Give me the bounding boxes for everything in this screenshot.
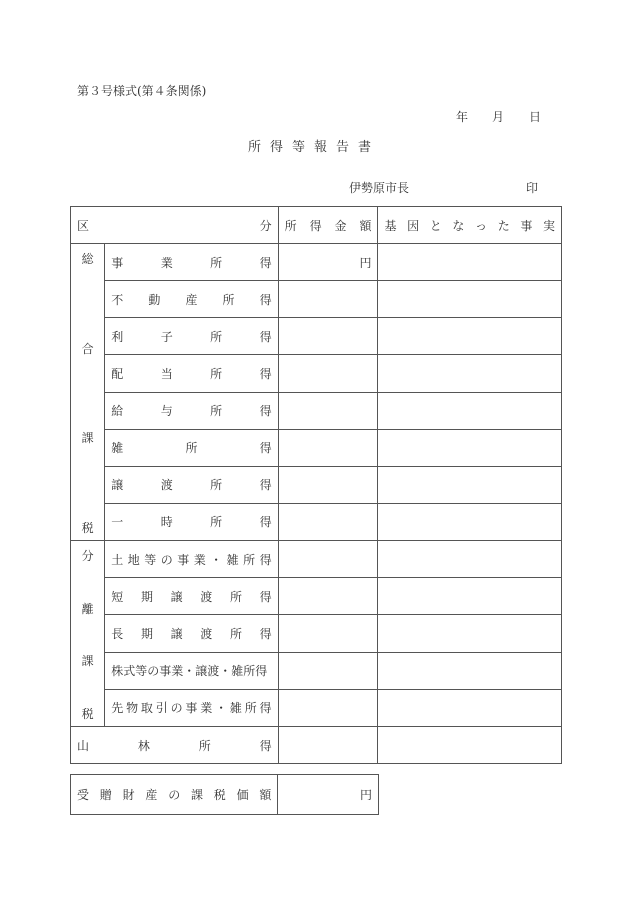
label-char: 渡 [200, 589, 213, 604]
reason-field[interactable] [378, 466, 562, 503]
label-char: 産 [185, 292, 198, 307]
income-amount-field[interactable] [278, 689, 378, 726]
gift-tax-label [71, 775, 278, 815]
income-type-label [105, 244, 278, 281]
label-char: 当 [160, 366, 173, 381]
header-char: 所 [284, 218, 297, 233]
label-char: 得 [259, 329, 272, 344]
group-label-char: 税 [81, 706, 94, 721]
label-char: 業 [200, 701, 213, 716]
table-row [71, 578, 562, 615]
reason-field[interactable] [378, 727, 562, 764]
title-char: 告 [336, 140, 350, 155]
income-type-label [105, 652, 278, 689]
label-char: 取 [140, 701, 153, 716]
label-char: 雑 [229, 701, 242, 716]
label-char: 土 [111, 552, 124, 567]
table-row [71, 689, 562, 726]
income-type-label [105, 318, 278, 355]
addressee: 伊勢原市長 [349, 181, 410, 195]
table-row [71, 281, 562, 318]
label-char: 一 [111, 515, 124, 530]
reason-field[interactable] [378, 652, 562, 689]
income-type-label [105, 429, 278, 466]
label-char: 財 [122, 788, 135, 802]
income-type-label [105, 392, 278, 429]
label-char: 得 [259, 552, 272, 567]
label-char: 贈 [99, 788, 112, 802]
label-char: 事 [185, 701, 198, 716]
income-report-table [70, 206, 562, 764]
group-label-char: 課 [81, 654, 94, 669]
table-row [71, 727, 562, 764]
income-amount-field[interactable] [278, 281, 378, 318]
label-char: 所 [210, 329, 223, 344]
label-char: 得 [259, 515, 272, 530]
label-char: 株式等の事業・譲渡・雑所得 [111, 664, 268, 679]
table-row [71, 429, 562, 466]
income-amount-field[interactable] [278, 466, 378, 503]
label-char: 業 [160, 255, 173, 270]
label-char: 業 [193, 552, 206, 567]
group-label-char: 離 [81, 601, 94, 616]
label-char: 得 [259, 292, 272, 307]
label-char: 税 [213, 788, 226, 802]
label-char: 得 [259, 626, 272, 641]
income-type-label [105, 503, 278, 540]
reason-field[interactable] [378, 281, 562, 318]
label-char: 得 [259, 255, 272, 270]
header-amount [278, 207, 378, 244]
table-row [71, 392, 562, 429]
label-char: 地 [127, 552, 140, 567]
header-char: っ [475, 218, 488, 233]
label-char: 等 [144, 552, 157, 567]
income-amount-field[interactable] [278, 578, 378, 615]
gift-tax-row [71, 775, 379, 815]
income-amount-field[interactable] [278, 503, 378, 540]
header-char: 得 [309, 218, 322, 233]
group-label-separate-tax [71, 541, 105, 727]
label-char: 額 [259, 788, 272, 802]
label-char: 時 [160, 515, 173, 530]
label-char: 所 [210, 366, 223, 381]
label-char: 林 [137, 738, 150, 753]
label-char: 得 [259, 478, 272, 493]
table-row [71, 652, 562, 689]
form-number: 第３号様式(第４条関係) [77, 84, 207, 98]
title-char: 書 [358, 140, 372, 155]
header-reason [378, 207, 562, 244]
date-day-label: 日 [529, 110, 542, 124]
income-amount-field[interactable] [278, 615, 378, 652]
label-char: 得 [259, 589, 272, 604]
label-char: 山 [77, 738, 90, 753]
header-char: な [452, 218, 465, 233]
label-char: 得 [259, 366, 272, 381]
label-char: 不 [111, 292, 124, 307]
label-char: 得 [259, 441, 272, 456]
label-char: 事 [111, 255, 124, 270]
header-char: 区 [77, 218, 90, 233]
income-type-label [105, 615, 278, 652]
label-char: 得 [259, 738, 272, 753]
label-char: 子 [160, 329, 173, 344]
label-char: 譲 [111, 478, 124, 493]
income-amount-field[interactable] [278, 318, 378, 355]
income-amount-field[interactable] [278, 652, 378, 689]
reason-field[interactable] [378, 541, 562, 578]
title-char: 所 [248, 140, 262, 155]
header-char: 因 [407, 218, 420, 233]
label-char: 価 [236, 788, 249, 802]
label-char: 期 [140, 626, 153, 641]
table-row [71, 318, 562, 355]
income-amount-field[interactable] [278, 355, 378, 392]
reason-field[interactable] [378, 244, 562, 281]
label-char: 所 [229, 589, 242, 604]
reason-field[interactable] [378, 689, 562, 726]
income-type-label [105, 578, 278, 615]
label-char: 配 [111, 366, 124, 381]
label-char: 所 [244, 701, 257, 716]
title-char: 得 [270, 140, 284, 155]
header-char: 基 [384, 218, 397, 233]
header-char: 事 [520, 218, 533, 233]
income-type-label [105, 281, 278, 318]
label-char: 先 [111, 701, 124, 716]
label-char: 所 [222, 292, 235, 307]
group-label-char: 税 [81, 520, 94, 535]
seal-mark: 印 [526, 181, 539, 195]
income-amount-field[interactable] [278, 541, 378, 578]
group-label-char: 課 [81, 431, 94, 446]
reason-field[interactable] [378, 429, 562, 466]
reason-field[interactable] [378, 503, 562, 540]
table-row [71, 466, 562, 503]
reason-field[interactable] [378, 355, 562, 392]
income-amount-field[interactable]: 円 [278, 244, 378, 281]
document-title [248, 136, 380, 155]
gift-tax-amount-field[interactable]: 円 [278, 775, 379, 815]
label-char: 譲 [170, 589, 183, 604]
label-char: 与 [160, 404, 173, 419]
group-label-char: 総 [81, 252, 94, 266]
reason-field[interactable] [378, 318, 562, 355]
header-char: と [429, 218, 442, 233]
gift-tax-table [70, 774, 379, 815]
label-char: 給 [111, 404, 124, 419]
label-char: の [160, 552, 173, 567]
label-char: 雑 [226, 552, 239, 567]
table-row [71, 244, 562, 281]
header-char: 実 [542, 218, 555, 233]
label-char: 利 [111, 329, 124, 344]
reason-field[interactable] [378, 392, 562, 429]
income-type-label [105, 355, 278, 392]
header-char: 分 [259, 218, 272, 233]
income-type-label [105, 541, 278, 578]
table-row [71, 541, 562, 578]
label-char: 物 [126, 701, 139, 716]
table-row [71, 355, 562, 392]
label-char: 産 [145, 788, 158, 802]
label-char: 所 [210, 255, 223, 270]
label-char: 雑 [111, 441, 124, 456]
group-label-comprehensive-tax [71, 244, 105, 541]
header-char: た [497, 218, 510, 233]
label-char: 所 [210, 404, 223, 419]
label-char: 得 [259, 701, 272, 716]
header-category [71, 207, 279, 244]
table-header-row [71, 207, 562, 244]
reason-field[interactable] [378, 578, 562, 615]
label-char: 動 [148, 292, 161, 307]
label-char: 渡 [200, 626, 213, 641]
title-char: 等 [292, 140, 306, 155]
label-char: 得 [259, 404, 272, 419]
date-year-label: 年 [456, 110, 469, 124]
group-label-char: 合 [81, 341, 94, 356]
label-char: の [168, 788, 181, 802]
label-char: 短 [111, 589, 124, 604]
label-char: 事 [177, 552, 190, 567]
label-char: 譲 [170, 626, 183, 641]
label-char: 所 [229, 626, 242, 641]
label-char: 長 [111, 626, 124, 641]
group-label-char: 分 [81, 549, 94, 563]
label-char: 引 [155, 701, 168, 716]
table-row [71, 615, 562, 652]
income-type-label [105, 689, 278, 726]
label-char: 所 [198, 738, 211, 753]
reason-field[interactable] [378, 615, 562, 652]
income-type-label [71, 727, 279, 764]
label-char: 期 [140, 589, 153, 604]
header-char: 金 [334, 218, 347, 233]
label-char: 受 [77, 788, 90, 802]
income-amount-field[interactable] [278, 392, 378, 429]
label-char: 所 [243, 552, 256, 567]
label-char: の [170, 701, 183, 716]
label-char: ・ [210, 552, 223, 567]
income-amount-field[interactable] [278, 429, 378, 466]
label-char: 渡 [160, 478, 173, 493]
table-row [71, 503, 562, 540]
label-char: 所 [185, 441, 198, 456]
label-char: 課 [190, 788, 203, 802]
income-type-label [105, 466, 278, 503]
title-char: 報 [314, 140, 328, 155]
label-char: 所 [210, 515, 223, 530]
label-char: ・ [215, 701, 228, 716]
header-char: 額 [359, 218, 372, 233]
date-month-label: 月 [492, 110, 505, 124]
label-char: 所 [210, 478, 223, 493]
income-amount-field[interactable] [278, 727, 378, 764]
